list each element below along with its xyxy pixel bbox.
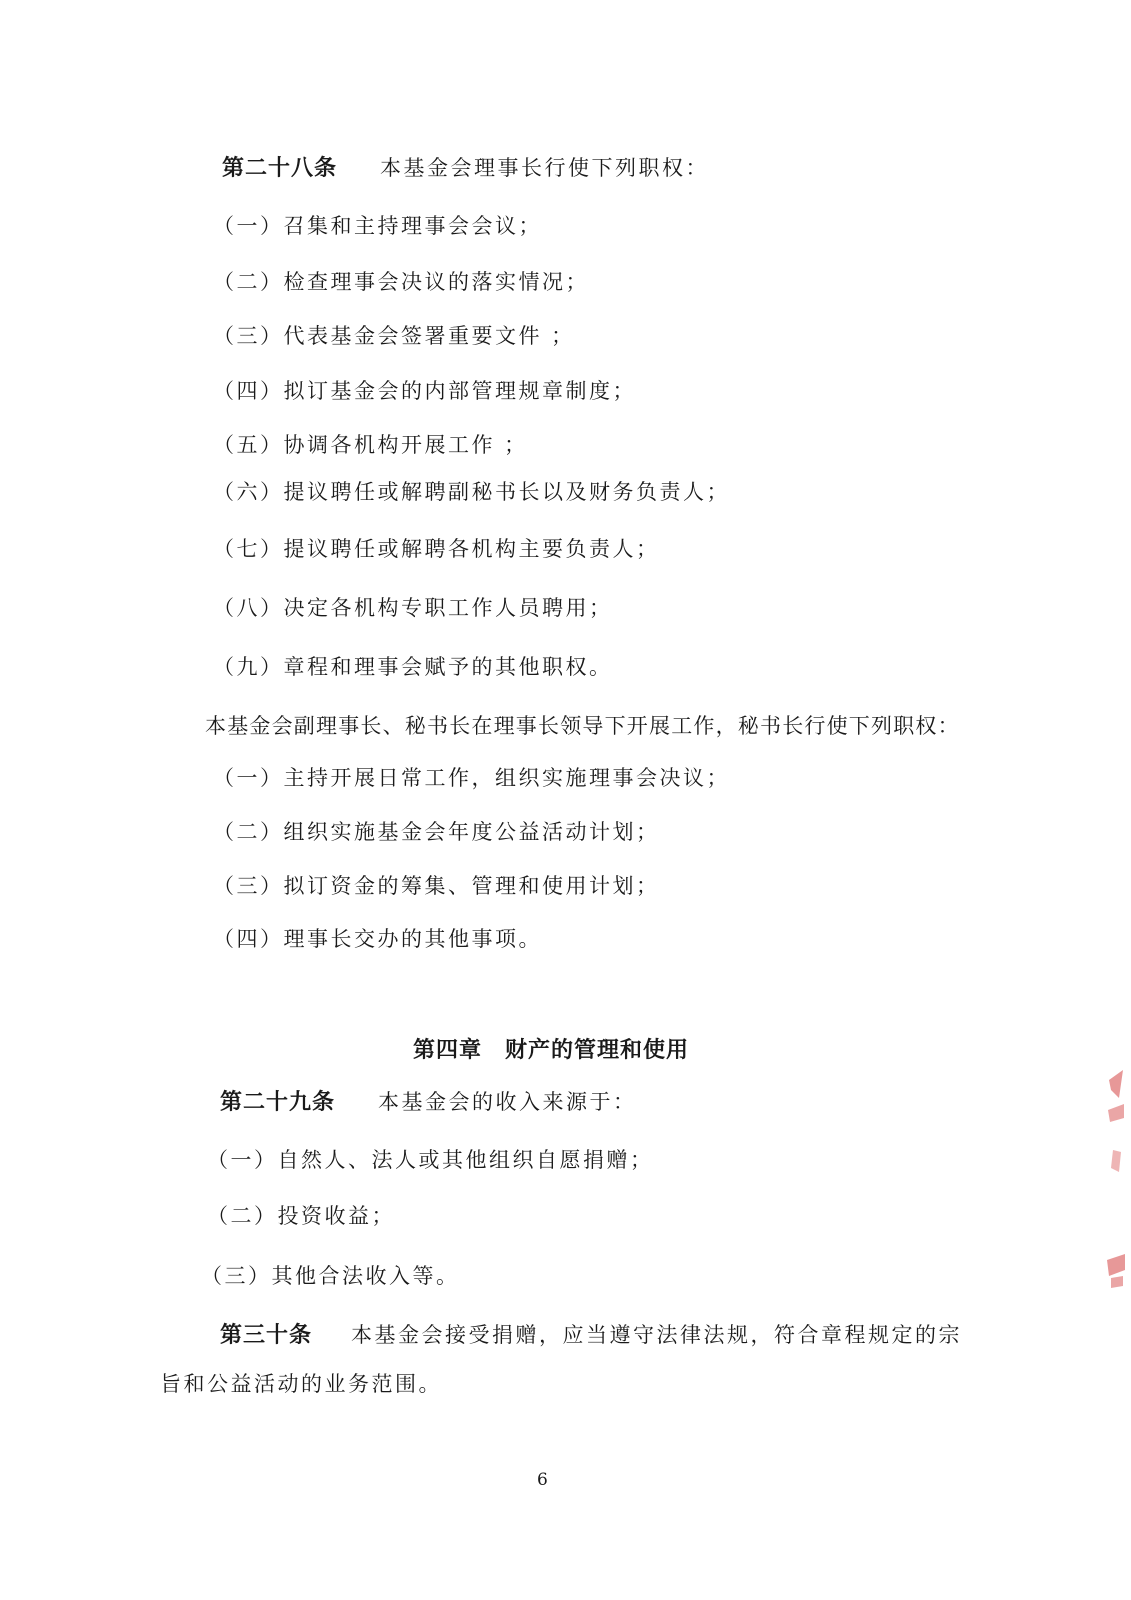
article-29-text: 本基金会的收入来源于： — [378, 1090, 637, 1114]
article-29-number: 第二十九条 — [220, 1089, 336, 1115]
secretary-intro: 本基金会副理事长、秘书长在理事长领导下开展工作，秘书长行使下列职权： — [205, 714, 960, 738]
article-28-text: 本基金会理事长行使下列职权： — [380, 156, 710, 180]
article-28-number: 第二十八条 — [222, 155, 338, 181]
list-item: （三）代表基金会签署重要文件 ； — [213, 324, 575, 348]
article-28-heading-line — [222, 154, 709, 183]
list-item: （一）自然人、法人或其他组织自愿捐赠； — [207, 1148, 654, 1172]
article-29-heading-line — [220, 1088, 637, 1117]
list-item: （一）召集和主持理事会会议； — [213, 214, 542, 238]
list-item: （四）理事长交办的其他事项。 — [213, 927, 542, 951]
list-item: （四）拟订基金会的内部管理规章制度； — [213, 379, 636, 403]
list-item: （二）检查理事会决议的落实情况； — [213, 270, 589, 294]
list-item: （三）其他合法收入等。 — [201, 1264, 460, 1288]
list-item: （一）主持开展日常工作，组织实施理事会决议； — [213, 766, 730, 790]
article-30-text: 本基金会接受捐赠，应当遵守法律法规，符合章程规定的宗 — [351, 1323, 963, 1347]
page-number: 6 — [537, 1470, 548, 1490]
list-item: （三）拟订资金的筹集、管理和使用计划； — [213, 874, 660, 898]
article-30-number: 第三十条 — [220, 1322, 313, 1348]
chapter-title: 第四章 财产的管理和使用 — [413, 1037, 690, 1063]
seal-stamp-fragment — [1105, 1060, 1127, 1290]
list-item: （八）决定各机构专职工作人员聘用； — [213, 596, 613, 620]
list-item: （六）提议聘任或解聘副秘书长以及财务负责人； — [213, 480, 730, 504]
list-item: （七）提议聘任或解聘各机构主要负责人； — [213, 537, 660, 561]
article-30-continuation: 旨和公益活动的业务范围。 — [160, 1372, 442, 1396]
list-item: （二）投资收益； — [207, 1204, 395, 1228]
list-item: （五）协调各机构开展工作 ； — [213, 433, 528, 457]
list-item: （九）章程和理事会赋予的其他职权。 — [213, 655, 613, 679]
article-30-heading-line — [220, 1321, 962, 1350]
seal-stamp-shape — [1105, 1060, 1127, 1290]
list-item: （二）组织实施基金会年度公益活动计划； — [213, 820, 660, 844]
